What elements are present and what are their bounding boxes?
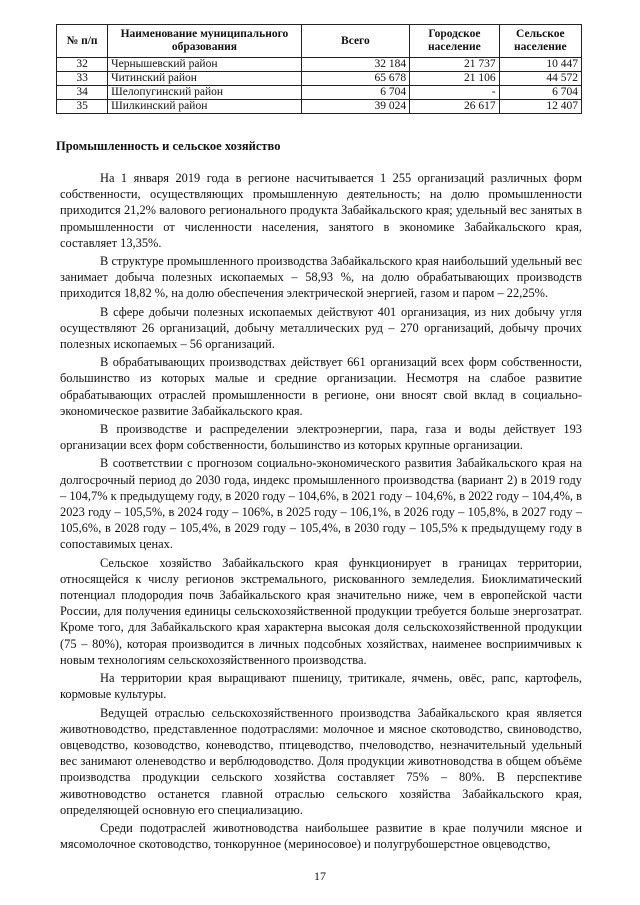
paragraph: Ведущей отраслью сельскохозяйственного производства Забайкальского края является животноводство, представленное подотраслями: молочное и мясное скотоводство, свиноводство, овцеводство, козоводство, коневодство, птицеводство, пчеловодство, незначительный удельный вес занимают оленеводство и верблюдоводство. Доля продукции животноводства в общем объёме производства продукции сельского хозяйства составляет 75% – 80%. В перспективе животноводство останется главной отраслью сельского хозяйства Забайкальского края, определяющей основную его специализацию.: [60, 705, 582, 817]
cell-urban: 21 106: [410, 72, 500, 86]
cell-name: Чернышевский район: [108, 58, 301, 72]
cell-total: 39 024: [301, 100, 409, 114]
cell-name: Шелопугинский район: [108, 86, 301, 100]
cell-total: 32 184: [301, 58, 409, 72]
table-row: [57, 72, 582, 86]
page-number: 17: [314, 869, 326, 883]
cell-urban: 26 617: [410, 100, 500, 114]
paragraph: В обрабатывающих производствах действует 661 организаций всех форм собственности, большинство из которых малые и средние организации. Несмотря на слабое развитие обрабатывающих отраслей промышленности в регионе, они вносят свой вклад в социально-экономическое развитие Забайкальского края.: [60, 355, 582, 418]
header-total: Всего: [301, 25, 409, 58]
section-heading: Промышленность и сельское хозяйство: [56, 139, 281, 153]
paragraph: Среди подотраслей животноводства наибольшее развитие в крае получили мясное и мясомолочное скотоводство, тонкорунное (мериносовое) и полугрубошерстное овцеводство,: [60, 820, 582, 852]
table-header-row: [57, 25, 582, 58]
paragraph: На территории края выращивают пшеницу, тритикале, ячмень, овёс, рапс, картофель, кормовые культуры.: [60, 671, 582, 702]
paragraph: В производстве и распределении электроэнергии, пара, газа и воды действует 193 организации всех форм собственности, большинство из которых крупные организации.: [60, 422, 582, 453]
paragraph: В сфере добычи полезных ископаемых действуют 401 организация, из них добычу угля осуществляют 26 организаций, добычу металлических руд – 270 организаций, добычу прочих полезных ископаемых – 56 организаций.: [60, 304, 582, 352]
cell-num: 33: [57, 72, 108, 86]
cell-name: Шилкинский район: [108, 100, 301, 114]
cell-num: 32: [57, 58, 108, 72]
cell-rural: 44 572: [499, 72, 581, 86]
cell-rural: 10 447: [499, 58, 581, 72]
cell-rural: 12 407: [499, 100, 581, 114]
cell-num: 34: [57, 86, 108, 100]
header-rural: Сельское население: [499, 25, 581, 58]
body-text: [60, 170, 582, 852]
paragraph: Сельское хозяйство Забайкальского края функционирует в границах территории, относящейся к числу регионов экстремального, рискованного земледелия. Биоклиматический потенциал плодородия почв Забайкальского края значительно ниже, чем в европейской части России, для получения единицы сельскохозяйственной продукции требуется больше энергозатрат. Кроме того, для Забайкальского края характерна высокая доля сельскохозяйственной продукции (75 – 80%), которая производится в личных подсобных хозяйствах, наименее восприимчивых к новым технологиям сельскохозяйственного производства.: [60, 555, 582, 667]
cell-total: 65 678: [301, 72, 409, 86]
table-row: [57, 86, 582, 100]
population-table: [56, 24, 582, 114]
cell-total: 6 704: [301, 86, 409, 100]
paragraph: В структуре промышленного производства Забайкальского края наибольший удельный вес занимает добыча полезных ископаемых – 58,93 %, на долю обрабатывающих производств приходится 18,82 %, на долю обеспечения электрической энергией, газом и паром – 22,25%.: [60, 254, 582, 301]
table-row: [57, 58, 582, 72]
paragraph: На 1 января 2019 года в регионе насчитывается 1 255 организаций различных форм собственности, осуществляющих промышленную деятельность; на долю промышленности приходится 21,2% валового регионального продукта Забайкальского края; удельный вес занятых в промышленности от численности населения, занятого в экономике Забайкальского края, составляет 13,35%.: [60, 171, 582, 250]
cell-name: Читинский район: [108, 72, 301, 86]
cell-num: 35: [57, 100, 108, 114]
cell-urban: 21 737: [410, 58, 500, 72]
header-urban: Городское население: [410, 25, 500, 58]
header-name: Наименование муниципального образования: [108, 25, 301, 58]
cell-urban: -: [410, 86, 500, 100]
table-row: [57, 100, 582, 114]
paragraph: В соответствии с прогнозом социально-экономического развития Забайкальского края на долгосрочный период до 2030 года, индекс промышленного производства (вариант 2) в 2019 году – 104,7% к предыдущему году, в 2020 году – 104,6%, в 2021 году – 104,6%, в 2022 году – 104,4%, в 2023 году – 105,5%, в 2024 году – 106%, в 2025 году – 106,1%, в 2026 году – 105,8%, в 2027 году – 105,6%, в 2028 году – 105,4%, в 2029 году – 105,4%, в 2030 году – 105,5% к предыдущему году в сопоставимых ценах.: [60, 456, 582, 552]
cell-rural: 6 704: [499, 86, 581, 100]
header-num: № п/п: [57, 25, 108, 58]
